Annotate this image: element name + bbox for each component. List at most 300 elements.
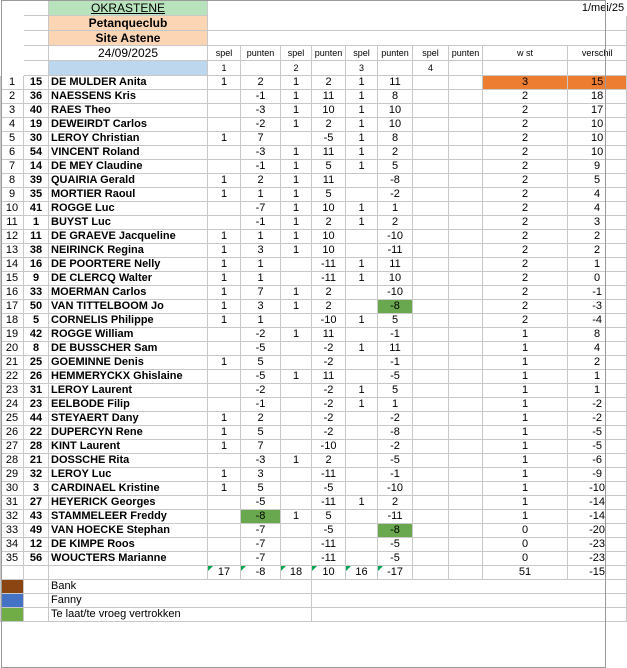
spel-cell [346,454,378,468]
player-number-cell: 1 [24,216,49,230]
legend-swatch [1,594,24,608]
spel-cell: 1 [208,286,241,300]
table-row [1,244,627,258]
rank-cell: 24 [1,398,24,412]
player-number-cell: 3 [24,482,49,496]
punten-cell [449,342,483,356]
punten-cell: 1 [378,202,413,216]
table-row [1,146,627,160]
punten-cell: 2 [312,286,346,300]
player-name-cell: RAES Theo [49,104,208,118]
spel-cell: 1 [281,188,312,202]
punten-cell: 3 [241,300,281,314]
spel-cell [208,328,241,342]
spel-cell [413,146,449,160]
punten-cell: 2 [312,216,346,230]
punten-cell: 1 [241,272,281,286]
wst-cell: 2 [483,146,568,160]
player-number-cell: 43 [24,510,49,524]
verschil-cell: -6 [568,454,627,468]
punten-cell: -1 [241,398,281,412]
spel-cell [208,398,241,412]
spel-cell [413,244,449,258]
punten-cell: 2 [241,174,281,188]
rank-cell: 7 [1,160,24,174]
spel-cell: 1 [208,356,241,370]
player-name-cell: DOSSCHE Rita [49,454,208,468]
punten-cell: -10 [312,314,346,328]
player-number-cell: 21 [24,454,49,468]
spel-cell: 1 [346,160,378,174]
player-number-cell: 23 [24,398,49,412]
player-name-cell: VAN HOECKE Stephan [49,524,208,538]
rank-cell: 8 [1,174,24,188]
spel-cell: 1 [208,244,241,258]
player-number-cell: 16 [24,258,49,272]
punten-cell: -11 [312,272,346,286]
punten-cell: 11 [312,370,346,384]
spel-cell [346,370,378,384]
player-name-cell: STEYAERT Dany [49,412,208,426]
col-header-spel-1: spel [208,46,241,61]
punten-cell: -2 [378,188,413,202]
col-header-verschil: verschil [568,46,627,61]
verschil-cell: 10 [568,146,627,160]
legend-swatch [1,580,24,594]
table-row [1,328,627,342]
rank-cell: 6 [1,146,24,160]
punten-cell [449,286,483,300]
spel-cell: 1 [208,188,241,202]
punten-cell: -10 [378,230,413,244]
punten-cell [449,146,483,160]
punten-cell: -7 [241,524,281,538]
spel-cell [208,496,241,510]
table-row [1,286,627,300]
player-number-cell: 49 [24,524,49,538]
player-name-cell: CARDINAEL Kristine [49,482,208,496]
player-name-cell: DE GRAEVE Jacqueline [49,230,208,244]
verschil-cell: 0 [568,272,627,286]
col-header-punten-4: punten [449,46,483,61]
punten-cell: 2 [378,146,413,160]
rank-cell: 3 [1,104,24,118]
verschil-cell: -4 [568,314,627,328]
spel-cell: 1 [208,76,241,90]
total-p2-cell: 10 [312,566,346,580]
wst-cell: 3 [483,76,568,90]
spel-cell [281,272,312,286]
rank-cell: 19 [1,328,24,342]
spel-cell [413,230,449,244]
wst-cell: 2 [483,272,568,286]
col-header-punten-2: punten [312,46,346,61]
spel-cell: 1 [346,146,378,160]
punten-cell: -2 [312,384,346,398]
player-number-cell: 28 [24,440,49,454]
wst-cell: 2 [483,160,568,174]
spel-cell [346,174,378,188]
spel-cell [413,90,449,104]
wst-cell: 1 [483,482,568,496]
player-number-cell: 54 [24,146,49,160]
punten-cell: -2 [378,412,413,426]
spel-cell [346,440,378,454]
spel-cell: 1 [281,118,312,132]
col-header-punten-3: punten [378,46,413,61]
punten-cell: 2 [312,300,346,314]
spel-cell [413,76,449,90]
punten-cell: 1 [378,398,413,412]
punten-cell [449,300,483,314]
spel-cell [413,258,449,272]
punten-cell: 11 [378,342,413,356]
verschil-cell: -23 [568,538,627,552]
punten-cell: 7 [241,286,281,300]
wst-cell: 1 [483,342,568,356]
player-number-cell: 41 [24,202,49,216]
punten-cell [449,356,483,370]
verschil-cell: 2 [568,356,627,370]
spel-cell [281,538,312,552]
punten-cell: 10 [312,202,346,216]
legend-label: Fanny [49,594,312,608]
rank-cell: 29 [1,468,24,482]
punten-cell: 7 [241,132,281,146]
punten-cell: -7 [241,538,281,552]
player-name-cell: DE MULDER Anita [49,76,208,90]
verschil-cell: 10 [568,118,627,132]
player-number-cell: 27 [24,496,49,510]
table-row [1,398,627,412]
legend-row [1,594,627,608]
verschil-cell: 3 [568,216,627,230]
punten-cell [449,328,483,342]
spel-cell: 1 [281,76,312,90]
spel-cell [413,482,449,496]
spel-cell: 1 [208,174,241,188]
punten-cell [449,482,483,496]
spel-cell [346,286,378,300]
rank-cell: 13 [1,244,24,258]
punten-cell [449,398,483,412]
round-number-1: 1 [208,61,241,76]
total-verschil-cell: -15 [568,566,627,580]
punten-cell: -10 [378,482,413,496]
spel-cell: 1 [281,244,312,258]
player-name-cell: HEYERICK Georges [49,496,208,510]
spel-cell [208,216,241,230]
spel-cell [281,258,312,272]
rank-cell: 30 [1,482,24,496]
wst-cell: 1 [483,440,568,454]
table-row [1,104,627,118]
table-row [1,300,627,314]
spel-cell: 1 [281,300,312,314]
punten-cell: -7 [241,552,281,566]
spel-cell [346,356,378,370]
punten-cell: 1 [241,314,281,328]
player-name-cell: KINT Laurent [49,440,208,454]
spel-cell [346,188,378,202]
punten-cell: -8 [241,510,281,524]
rank-cell: 27 [1,440,24,454]
punten-cell [449,174,483,188]
spel-cell: 1 [346,216,378,230]
rank-cell: 32 [1,510,24,524]
punten-cell [449,412,483,426]
col-header-punten-1: punten [241,46,281,61]
spel-cell [413,468,449,482]
player-name-cell: VAN TITTELBOOM Jo [49,300,208,314]
verschil-cell: -20 [568,524,627,538]
player-name-cell: MOERMAN Carlos [49,286,208,300]
punten-cell: -1 [241,90,281,104]
player-number-cell: 12 [24,538,49,552]
player-number-cell: 50 [24,300,49,314]
punten-cell: 2 [312,454,346,468]
spel-cell [346,426,378,440]
rank-cell: 11 [1,216,24,230]
wst-cell: 2 [483,300,568,314]
wst-cell: 0 [483,524,568,538]
player-number-cell: 32 [24,468,49,482]
verschil-cell: 9 [568,160,627,174]
table-row [1,188,627,202]
table-row [1,370,627,384]
wst-cell: 2 [483,188,568,202]
spel-cell [413,412,449,426]
table-row [1,468,627,482]
player-name-cell: ROGGE Luc [49,202,208,216]
legend-row [1,608,627,622]
punten-cell: 2 [241,76,281,90]
wst-cell: 1 [483,370,568,384]
punten-cell: -8 [378,524,413,538]
table-row [1,342,627,356]
punten-cell: 5 [241,482,281,496]
punten-cell [449,216,483,230]
spel-cell [413,538,449,552]
punten-cell: 5 [378,384,413,398]
rank-cell: 34 [1,538,24,552]
punten-cell: -8 [378,300,413,314]
spel-cell: 1 [281,510,312,524]
punten-cell [449,258,483,272]
round-number-4: 4 [413,61,449,76]
verschil-cell: 15 [568,76,627,90]
col-header-spel-4: spel [413,46,449,61]
rank-cell: 17 [1,300,24,314]
punten-cell: 8 [378,132,413,146]
spel-cell [346,482,378,496]
punten-cell: -2 [312,398,346,412]
rank-cell: 14 [1,258,24,272]
punten-cell: 5 [378,314,413,328]
spel-cell: 1 [281,160,312,174]
verschil-cell: -1 [568,286,627,300]
verschil-cell: 2 [568,230,627,244]
spel-cell [281,468,312,482]
wst-cell: 1 [483,412,568,426]
table-row [1,272,627,286]
spel-cell: 1 [281,370,312,384]
table-row [1,510,627,524]
punten-cell: 11 [378,76,413,90]
rank-cell: 18 [1,314,24,328]
wst-cell: 2 [483,258,568,272]
player-name-cell: QUAIRIA Gerald [49,174,208,188]
wst-cell: 2 [483,216,568,230]
spel-cell [281,356,312,370]
punten-cell: -11 [312,538,346,552]
spel-cell [346,468,378,482]
spel-cell [281,496,312,510]
spel-cell: 1 [346,272,378,286]
spel-cell: 1 [281,104,312,118]
site-name: Site Astene [49,31,208,46]
punten-cell: -11 [378,244,413,258]
player-name-cell: DUPERCYN Rene [49,426,208,440]
spel-cell [346,328,378,342]
punten-cell [449,440,483,454]
table-row [1,160,627,174]
table-row [1,90,627,104]
spel-cell [413,202,449,216]
punten-cell: -5 [378,454,413,468]
punten-cell: -1 [378,328,413,342]
punten-cell: 11 [312,328,346,342]
spel-cell: 1 [346,314,378,328]
table-row [1,426,627,440]
player-number-cell: 15 [24,76,49,90]
table-row [1,314,627,328]
total-p1-cell: -8 [241,566,281,580]
verschil-cell: 1 [568,258,627,272]
punten-cell [449,202,483,216]
punten-cell: 1 [241,230,281,244]
spel-cell [413,426,449,440]
verschil-cell: -5 [568,426,627,440]
spel-cell: 1 [281,328,312,342]
spel-cell: 1 [208,258,241,272]
spel-cell: 1 [208,468,241,482]
player-name-cell: DE MEY Claudine [49,160,208,174]
punten-cell: -1 [241,160,281,174]
punten-cell: 5 [312,188,346,202]
round-number-3: 3 [346,61,378,76]
corner-date: 1/mei/25 [568,1,627,16]
player-name-cell: NAESSENS Kris [49,90,208,104]
punten-cell: -2 [312,412,346,426]
spel-cell: 1 [346,258,378,272]
table-row [1,258,627,272]
wst-cell: 2 [483,132,568,146]
player-name-cell: DE CLERCQ Walter [49,272,208,286]
spel-cell: 1 [208,300,241,314]
spel-cell [346,552,378,566]
punten-cell: 3 [241,244,281,258]
spel-cell [413,510,449,524]
punten-cell: 7 [241,440,281,454]
spel-cell: 1 [208,412,241,426]
punten-cell: -5 [378,370,413,384]
player-number-cell: 38 [24,244,49,258]
spel-cell [281,440,312,454]
punten-cell: -2 [378,440,413,454]
punten-cell: 1 [241,188,281,202]
punten-cell: -2 [312,342,346,356]
spel-cell [208,90,241,104]
rank-cell: 25 [1,412,24,426]
spel-cell: 1 [281,230,312,244]
punten-cell: -1 [241,216,281,230]
player-number-cell: 5 [24,314,49,328]
wst-cell: 1 [483,468,568,482]
punten-cell: -10 [312,440,346,454]
table-row [1,538,627,552]
verschil-cell: 8 [568,328,627,342]
punten-cell: -5 [312,132,346,146]
punten-cell [449,160,483,174]
total-s2-cell: 18 [281,566,312,580]
punten-cell: 10 [312,230,346,244]
wst-cell: 1 [483,426,568,440]
player-name-cell: DE POORTERE Nelly [49,258,208,272]
spel-cell [413,440,449,454]
verschil-cell: 10 [568,132,627,146]
wst-cell: 1 [483,398,568,412]
punten-cell [449,370,483,384]
punten-cell: -5 [378,552,413,566]
punten-cell: -10 [378,286,413,300]
rank-cell: 20 [1,342,24,356]
wst-cell: 2 [483,230,568,244]
spel-cell: 1 [281,216,312,230]
spel-cell [208,118,241,132]
wst-cell: 1 [483,496,568,510]
rank-cell: 9 [1,188,24,202]
verschil-cell: -9 [568,468,627,482]
spel-cell [281,314,312,328]
player-name-cell: LEROY Christian [49,132,208,146]
spel-cell [346,244,378,258]
player-number-cell: 25 [24,356,49,370]
player-number-cell: 30 [24,132,49,146]
spel-cell: 1 [208,132,241,146]
spel-cell [281,524,312,538]
spel-cell [413,160,449,174]
player-number-cell: 35 [24,188,49,202]
legend-row [1,580,627,594]
rank-cell: 31 [1,496,24,510]
total-p3-cell: -17 [378,566,413,580]
punten-cell: 2 [312,118,346,132]
punten-cell: -11 [312,496,346,510]
spel-cell [346,538,378,552]
spel-cell [346,300,378,314]
rank-cell: 15 [1,272,24,286]
spel-cell: 1 [208,314,241,328]
player-number-cell: 22 [24,426,49,440]
spel-cell: 1 [208,272,241,286]
punten-cell: -1 [378,468,413,482]
rank-cell: 26 [1,426,24,440]
col-header-wst: w st [483,46,568,61]
rank-cell: 10 [1,202,24,216]
spel-cell [208,202,241,216]
spel-cell [208,384,241,398]
